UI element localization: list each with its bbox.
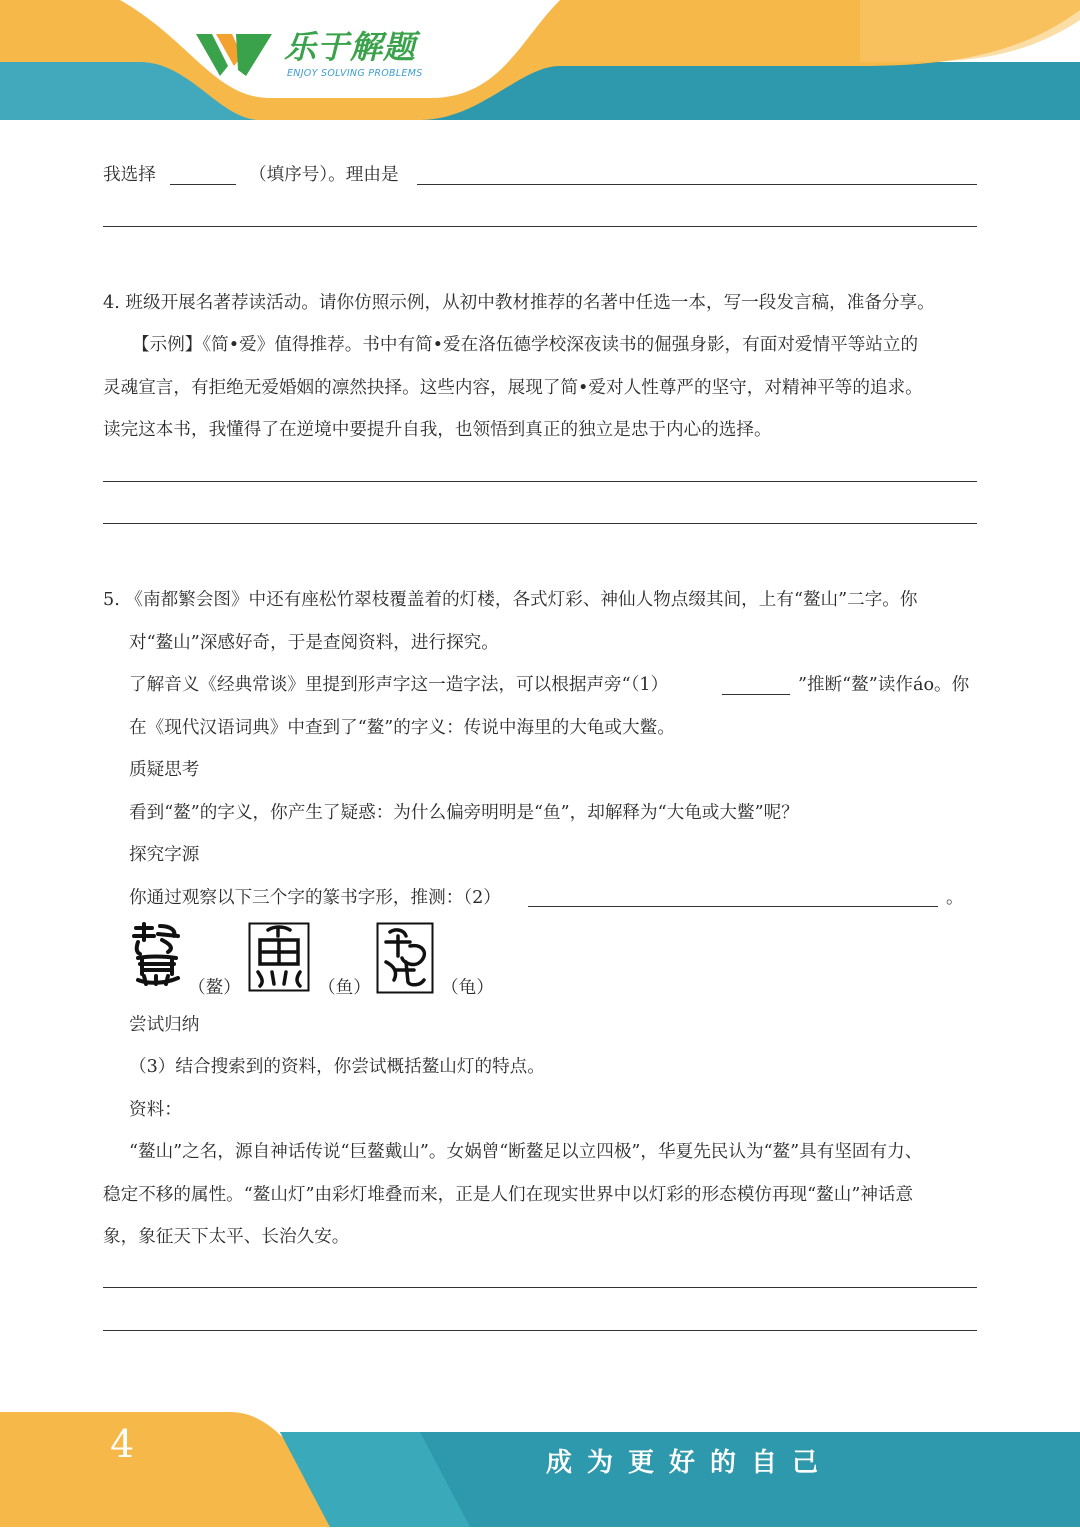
q3-reason-blank[interactable] <box>417 184 977 185</box>
seal-ao-icon <box>130 922 184 988</box>
header-banner <box>0 0 1080 130</box>
material-label: 资料： <box>129 1100 182 1120</box>
brand-slogan-en: ENJOY SOLVING PROBLEMS <box>287 68 423 79</box>
q3-reason-label: （填序号）。理由是 <box>249 165 399 185</box>
q5-paragraph: ”推断“鳌”读作áo。你 <box>798 675 970 695</box>
q4-example-line: 灵魂宣言，有拒绝无爱婚姻的凛然抉择。这些内容，展现了简•爱对人性尊严的坚守，对精神平等的追求。 <box>103 378 923 398</box>
material-line: 稳定不移的属性。“鳌山灯”由彩灯堆叠而来，正是人们在现实世界中以灯彩的形态模仿再现“鳌山”神话意 <box>103 1185 914 1205</box>
q5-blank-2[interactable] <box>528 906 938 907</box>
q5-blank-1[interactable] <box>722 694 790 695</box>
q5-paragraph: 在《现代汉语词典》中查到了“鳌”的字义：传说中海里的大龟或大鳖。 <box>129 718 675 738</box>
brand-logo-icon <box>196 30 276 78</box>
section-heading: 探究字源 <box>129 845 200 865</box>
q5-paragraph: 你通过观察以下三个字的篆书字形，推测：（2） <box>129 888 501 908</box>
q5-paragraph: 看到“鳌”的字义，你产生了疑惑：为什么偏旁明明是“鱼”，却解释为“大龟或大鳖”呢？ <box>129 803 799 823</box>
q5-stem: 对“鳌山”深感好奇，于是查阅资料，进行探究。 <box>129 633 499 653</box>
q5-answer-line[interactable] <box>103 1330 977 1331</box>
q4-answer-line[interactable] <box>103 481 977 482</box>
material-line: 象，象征天下太平、长治久安。 <box>103 1227 350 1247</box>
page-footer <box>0 1410 1080 1527</box>
q4-example-line: 读完这本书，我懂得了在逆境中要提升自我，也领悟到真正的独立是忠于内心的选择。 <box>103 420 772 440</box>
q5-paragraph: 了解音义《经典常谈》里提到形声字这一造字法，可以根据声旁“（1） <box>129 675 669 695</box>
q4-example-line: 【示例】《简•爱》值得推荐。书中有简•爱在洛伍德学校深夜读书的倔强身影，有面对爱情平等站立的 <box>132 335 919 355</box>
q4-answer-line[interactable] <box>103 523 977 524</box>
seal-gui-icon <box>376 922 434 994</box>
section-heading: 质疑思考 <box>129 760 200 780</box>
seal-label: （鳌） <box>188 978 241 998</box>
q5-stem: 5. 《南都繁会图》中还有座松竹翠枝覆盖着的灯楼，各式灯彩、神仙人物点缀其间，上有“鳌山”二字。你 <box>103 590 918 610</box>
brand-name: 乐于解题 <box>284 28 417 66</box>
page-header <box>0 0 1080 130</box>
q3-answer-line[interactable] <box>103 226 977 227</box>
q5-answer-line[interactable] <box>103 1287 977 1288</box>
q3-choose-label: 我选择 <box>103 165 156 185</box>
material-line: “鳌山”之名，源自神话传说“巨鳌戴山”。女娲曾“断鳌足以立四极”，华夏先民认为“鳌”具有坚固有力、 <box>129 1142 923 1162</box>
seal-label: （龟） <box>441 978 494 998</box>
section-heading: 尝试归纳 <box>129 1015 200 1035</box>
page-number: 4 <box>110 1422 135 1466</box>
seal-label: （鱼） <box>318 978 371 998</box>
q4-stem: 4. 班级开展名著荐读活动。请你仿照示例，从初中教材推荐的名著中任选一本，写一段发言稿，准备分享。 <box>103 293 935 313</box>
seal-yu-icon <box>248 922 310 992</box>
q3-choice-blank[interactable] <box>170 184 236 185</box>
q5-paragraph: （3）结合搜索到的资料，你尝试概括鳌山灯的特点。 <box>129 1057 545 1077</box>
q5-paragraph-end: 。 <box>946 888 964 908</box>
footer-banner <box>0 1410 1080 1527</box>
footer-slogan: 成为更好的自己 <box>546 1448 834 1478</box>
